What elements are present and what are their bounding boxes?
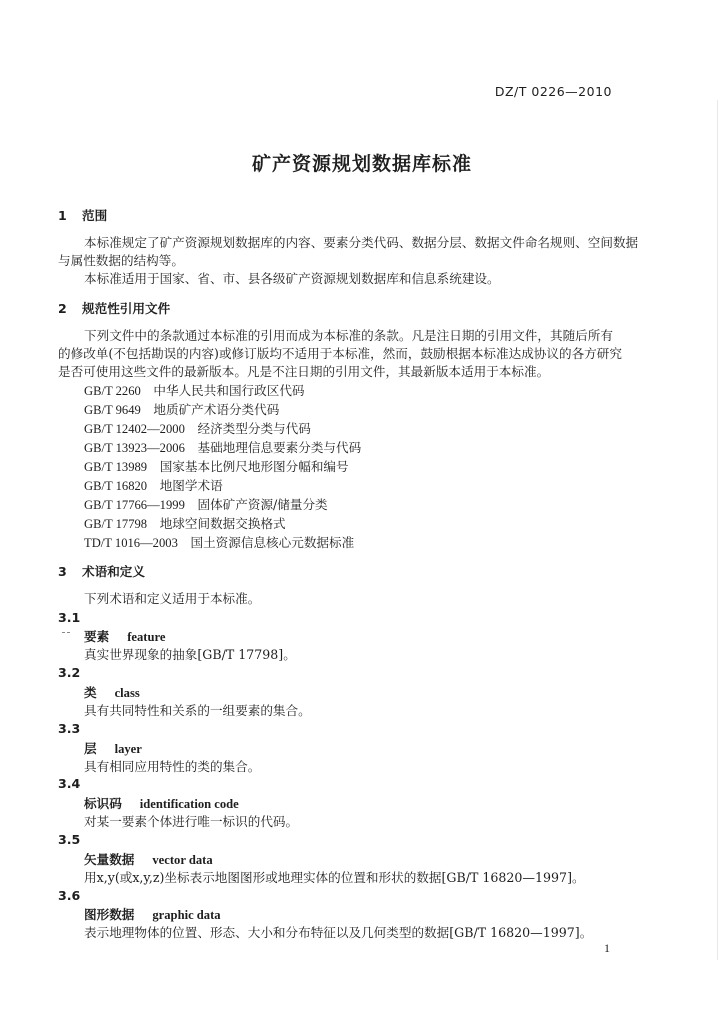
section-2-heading xyxy=(58,300,170,318)
reference-name: 固体矿产资源/储量分类 xyxy=(197,497,328,512)
term-definition: 真实世界现象的抽象[GB/T 17798]。 xyxy=(84,647,296,662)
reference-item xyxy=(84,534,354,552)
reference-name: 基础地理信息要素分类与代码 xyxy=(197,440,362,455)
section-2-intro-line-1: 下列文件中的条款通过本标准的引用而成为本标准的条款。凡是注日期的引用文件，其随后所有 xyxy=(84,328,613,343)
term-en: feature xyxy=(127,630,166,644)
reference-name: 经济类型分类与代码 xyxy=(197,421,311,436)
reference-item xyxy=(84,496,328,514)
term-zh: 要素 xyxy=(84,629,110,644)
term-en: identification code xyxy=(139,797,239,811)
reference-code: GB/T 9649 xyxy=(84,403,141,417)
section-1-para-1-line-2: 与属性数据的结构等。 xyxy=(58,253,184,268)
section-title: 范围 xyxy=(82,208,108,223)
term-definition: 具有相同应用特性的类的集合。 xyxy=(84,759,261,774)
section-1-heading xyxy=(58,207,107,225)
reference-name: 国家基本比例尺地形图分幅和编号 xyxy=(159,459,349,474)
reference-name: 地球空间数据交换格式 xyxy=(159,516,286,531)
reference-code: GB/T 13923—2006 xyxy=(84,441,185,455)
section-3-intro: 下列术语和定义适用于本标准。 xyxy=(84,591,261,606)
term-zh: 类 xyxy=(84,685,97,700)
term-number: 3.5 xyxy=(58,832,81,847)
scan-dash-mark xyxy=(62,632,70,633)
section-1-para-2: 本标准适用于国家、省、市、县各级矿产资源规划数据库和信息系统建设。 xyxy=(84,271,500,286)
reference-code: TD/T 1016—2003 xyxy=(84,536,178,550)
section-number: 3 xyxy=(58,564,67,579)
term-zh: 图形数据 xyxy=(84,907,135,922)
scan-edge-line xyxy=(717,100,718,960)
term-definition: 对某一要素个体进行唯一标识的代码。 xyxy=(84,814,299,829)
section-1-para-1-line-1: 本标准规定了矿产资源规划数据库的内容、要素分类代码、数据分层、数据文件命名规则、空间数据 xyxy=(84,235,639,250)
term-en: class xyxy=(114,686,140,700)
reference-code: GB/T 17766—1999 xyxy=(84,498,185,512)
reference-item xyxy=(84,382,305,400)
term-definition: 表示地理物体的位置、形态、大小和分布特征以及几何类型的数据[GB/T 16820—1997]。 xyxy=(84,925,593,940)
term-zh: 矢量数据 xyxy=(84,852,135,867)
section-2-intro-line-3: 是否可使用这些文件的最新版本。凡是不注日期的引用文件，其最新版本适用于本标准。 xyxy=(58,364,550,379)
reference-name: 地质矿产术语分类代码 xyxy=(153,402,280,417)
reference-code: GB/T 2260 xyxy=(84,384,141,398)
term-zh: 标识码 xyxy=(84,796,122,811)
reference-code: GB/T 12402—2000 xyxy=(84,422,185,436)
reference-item xyxy=(84,439,361,457)
term-number: 3.6 xyxy=(58,888,81,903)
reference-item xyxy=(84,420,311,438)
term-number: 3.1 xyxy=(58,610,81,625)
term-en: layer xyxy=(114,742,142,756)
reference-item xyxy=(84,401,279,419)
term-heading xyxy=(84,906,221,924)
term-en: vector data xyxy=(152,853,213,867)
term-definition: 用x,y(或x,y,z)坐标表示地图图形或地理实体的位置和形状的数据[GB/T 16820—1997]。 xyxy=(84,870,585,885)
reference-item xyxy=(84,477,223,495)
term-number: 3.3 xyxy=(58,721,81,736)
section-3-heading xyxy=(58,563,145,581)
page-number: 1 xyxy=(604,941,610,955)
term-heading xyxy=(84,851,213,869)
section-title: 规范性引用文件 xyxy=(82,301,171,316)
standard-code: DZ/T 0226—2010 xyxy=(494,84,612,99)
term-number: 3.4 xyxy=(58,776,81,791)
term-en: graphic data xyxy=(152,908,221,922)
reference-name: 地图学术语 xyxy=(159,478,223,493)
reference-code: GB/T 16820 xyxy=(84,479,148,493)
reference-code: GB/T 17798 xyxy=(84,517,148,531)
document-title: 矿产资源规划数据库标准 xyxy=(251,153,472,175)
term-zh: 层 xyxy=(84,741,97,756)
reference-item xyxy=(84,458,349,476)
term-heading xyxy=(84,740,142,758)
term-heading xyxy=(84,628,165,646)
term-definition: 具有共同特性和关系的一组要素的集合。 xyxy=(84,703,311,718)
term-heading xyxy=(84,795,239,813)
term-heading xyxy=(84,684,140,702)
section-number: 1 xyxy=(58,208,67,223)
section-title: 术语和定义 xyxy=(82,564,145,579)
reference-code: GB/T 13989 xyxy=(84,460,148,474)
section-number: 2 xyxy=(58,301,67,316)
reference-name: 中华人民共和国行政区代码 xyxy=(153,383,305,398)
term-number: 3.2 xyxy=(58,665,81,680)
reference-item xyxy=(84,515,286,533)
section-2-intro-line-2: 的修改单(不包括勘误的内容)或修订版均不适用于本标准，然而，鼓励根据本标准达成协议的各方研究 xyxy=(58,346,622,361)
reference-name: 国土资源信息核心元数据标准 xyxy=(190,535,355,550)
